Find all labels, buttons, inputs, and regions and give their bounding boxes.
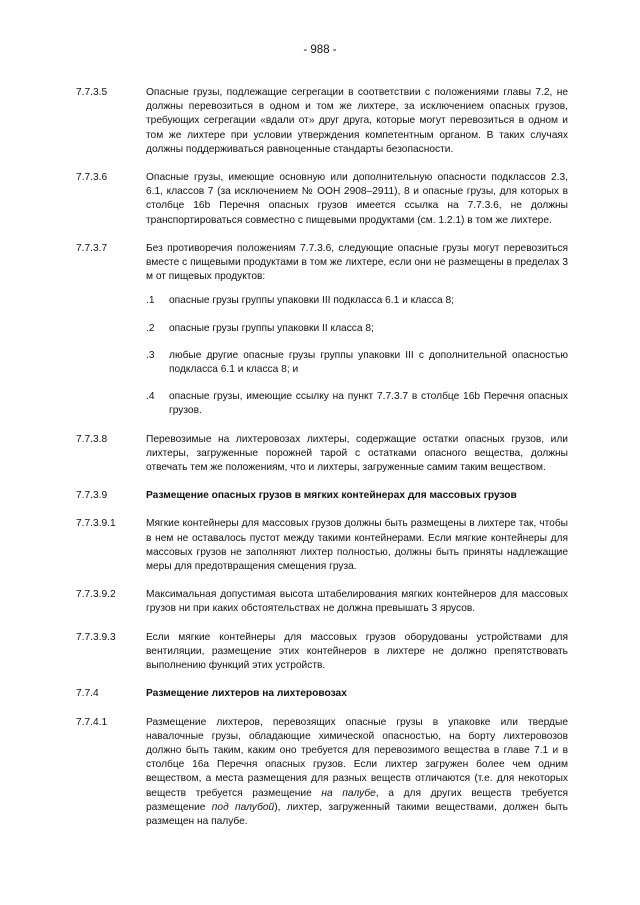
list-item-text: опасные грузы группы упаковки III подкласса 6.1 и класса 8;	[169, 295, 454, 307]
section-text: Максимальная допустимая высота штабелирования мягких контейнеров для массовых грузов ни при каких обстоятельствах не должна превышать 3 ярусов.	[146, 589, 568, 615]
section-number: 7.7.3.9	[76, 490, 108, 502]
section-7-7-3-9-1	[76, 517, 568, 574]
list-item-text: опасные грузы группы упаковки II класса 8;	[169, 322, 374, 334]
list-item-number: .1	[146, 295, 155, 307]
section-text: Опасные грузы, имеющие основную или дополнительную опасности подклассов 2.3, 6.1, классов 7 (за исключением № ООН 2908–2911), 8 и опасные грузы, для которых в столбце 16b Перечня опасных грузов имеется ссылка на 7.7.3.6, не должны транспортироваться совместно с пищевыми продуктами (см. 1.2.1) в том же лихтере.	[146, 172, 568, 226]
section-number: 7.7.3.9.3	[76, 631, 116, 643]
italic-text: под палубой	[211, 801, 275, 813]
section-heading: Размещение лихтеров на лихтеровозах	[146, 688, 347, 700]
section-text: Опасные грузы, подлежащие сегрегации в соответствии с положениями главы 7.2, не должны перевозиться в одном и том же лихтере, за исключением опасных грузов, требующих сегрегации «вдали от» друг друга, которые могут перевозиться в одном и том же лихтере при условии утверждения компетентным органом. В таких случаях должны поддерживаться равноценные стандарты безопасности.	[146, 87, 568, 155]
section-heading: Размещение опасных грузов в мягких контейнерах для массовых грузов	[146, 490, 517, 502]
section-7-7-4-1	[76, 716, 568, 830]
section-number: 7.7.3.9.2	[76, 589, 116, 601]
section-text: Если мягкие контейнеры для массовых грузов оборудованы устройствами для вентиляции, размещение этих контейнеров в лихтере не должно препятствовать выполнению функций этих устройств.	[146, 631, 568, 672]
section-number: 7.7.3.8	[76, 433, 108, 445]
list-item-number: .3	[146, 349, 155, 361]
list-item	[146, 322, 568, 336]
document-body	[76, 86, 568, 843]
section-number: 7.7.3.5	[76, 87, 108, 98]
section-number: 7.7.4	[76, 688, 99, 700]
text-part: , а для других веществ требуется размещение	[146, 787, 568, 813]
section-number: 7.7.3.6	[76, 172, 108, 184]
section-heading-7-7-4	[76, 687, 568, 701]
section-number: 7.7.3.9.1	[76, 518, 116, 530]
list-item	[146, 294, 568, 308]
section-text: Перевозимые на лихтеровозах лихтеры, содержащие остатки опасных грузов, или лихтеры, загруженные порожней тарой с остатками опасного вещества, должны отвечать тем же положениям, что и лихтеры, загруженные самим таким веществом.	[146, 433, 568, 474]
italic-text: на палубе	[321, 787, 376, 799]
list-item-number: .2	[146, 322, 155, 334]
list-item	[146, 390, 568, 418]
section-text: Без противоречия положениям 7.7.3.6, следующие опасные грузы могут перевозиться вместе с пищевыми продуктами в том же лихтере, если они не размещены в пределах 3 м от пищевых продуктов:	[146, 242, 568, 283]
section-7-7-3-5	[76, 86, 568, 157]
list-item	[146, 349, 568, 377]
list-item-text: любые другие опасные грузы группы упаковки III с дополнительной опасностью подкласса 6.1 и класса 8; и	[169, 349, 568, 376]
section-number: 7.7.3.7	[76, 242, 108, 254]
section-7-7-3-8	[76, 433, 568, 476]
section-number: 7.7.4.1	[76, 716, 108, 728]
section-7-7-3-9-2	[76, 588, 568, 616]
text-part: ), лихтер, загруженный такими веществами, должен быть размещен на палубе.	[146, 801, 568, 827]
section-7-7-3-7	[76, 242, 568, 419]
list-item-number: .4	[146, 391, 155, 403]
section-text	[146, 716, 568, 830]
section-7-7-3-9-3	[76, 631, 568, 674]
section-7-7-3-6	[76, 171, 568, 228]
section-text: Мягкие контейнеры для массовых грузов должны быть размещены в лихтере так, чтобы в нем не оставалось пустот между такими контейнерами. Если мягкие контейнеры для массовых грузов не заполняют лихтер полностью, должны быть приняты надлежащие меры для предотвращения смещения груза.	[146, 518, 568, 573]
text-part: Размещение лихтеров, перевозящих опасные грузы в упаковке или твердые навалочные грузы, обладающие химической опасностью, на борту лихтеровозов должно быть таким, каким оно требуется для перевозимого вещества в главе 7.1 и в столбце 16a Перечня опасных грузов. Если лихтер загружен более чем одним веществом, а места размещения для разных веществ отличаются (т.е. для некоторых веществ требуется размещение	[146, 716, 568, 799]
list-item-text: опасные грузы, имеющие ссылку на пункт 7.7.3.7 в столбце 16b Перечня опасных грузов.	[169, 391, 568, 417]
section-heading-7-7-3-9	[76, 489, 568, 503]
page-number: - 988 -	[303, 44, 337, 56]
